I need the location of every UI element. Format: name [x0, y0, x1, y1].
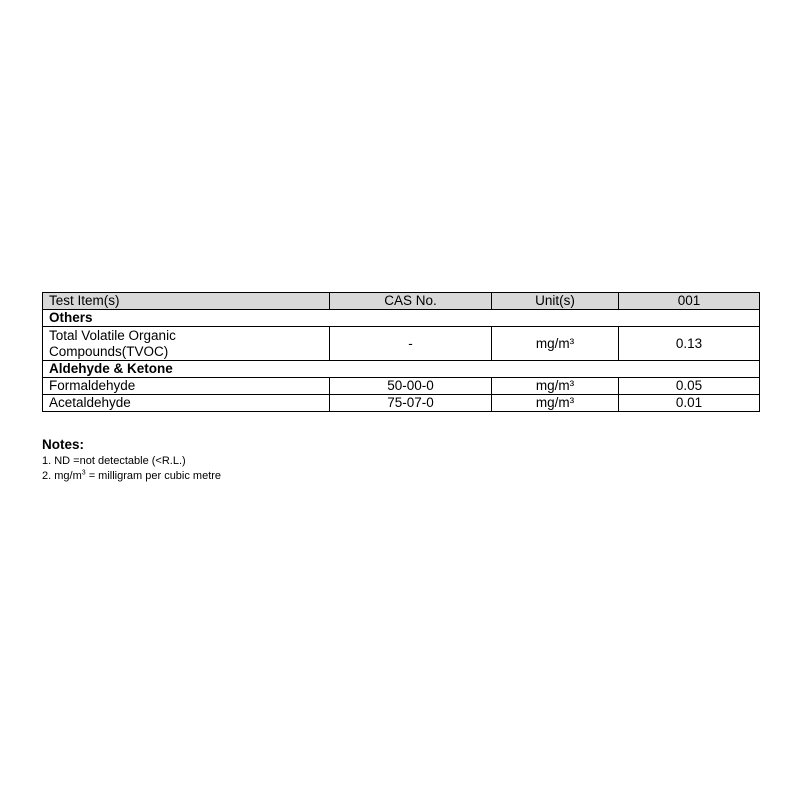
test-item-cell — [43, 327, 330, 361]
unit-cell: mg/m³ — [492, 395, 619, 412]
note-item: 1. ND =not detectable (<R.L.) — [42, 455, 186, 467]
results-table — [42, 292, 760, 412]
header-test-item: Test Item(s) — [43, 293, 330, 310]
cas-no-cell: - — [330, 327, 492, 361]
group-row-aldehyde-ketone — [43, 361, 760, 378]
notes-section — [42, 436, 221, 484]
note-text: = milligram per cubic metre — [85, 470, 222, 482]
test-item-cell: Acetaldehyde — [43, 395, 330, 412]
note-item — [42, 469, 221, 484]
result-value-cell: 0.05 — [619, 378, 760, 395]
table-row — [43, 395, 760, 412]
note-superscript: 3 — [81, 469, 86, 477]
group-label: Aldehyde & Ketone — [43, 361, 760, 378]
table-header-row — [43, 293, 760, 310]
notes-title: Notes: — [42, 437, 85, 452]
header-unit: Unit(s) — [492, 293, 619, 310]
header-sample-001: 001 — [619, 293, 760, 310]
unit-cell: mg/m³ — [492, 378, 619, 395]
note-text: 2. mg/m — [42, 470, 82, 482]
result-value-cell: 0.01 — [619, 395, 760, 412]
test-item-line: Compounds(TVOC) — [49, 343, 169, 359]
group-row-others — [43, 310, 760, 327]
table-row — [43, 378, 760, 395]
test-item-line: Total Volatile Organic — [49, 327, 176, 343]
cas-no-cell: 50-00-0 — [330, 378, 492, 395]
cas-no-cell: 75-07-0 — [330, 395, 492, 412]
table-row — [43, 327, 760, 361]
test-item-cell: Formaldehyde — [43, 378, 330, 395]
unit-cell: mg/m³ — [492, 327, 619, 361]
header-cas-no: CAS No. — [330, 293, 492, 310]
result-value-cell: 0.13 — [619, 327, 760, 361]
group-label: Others — [43, 310, 760, 327]
